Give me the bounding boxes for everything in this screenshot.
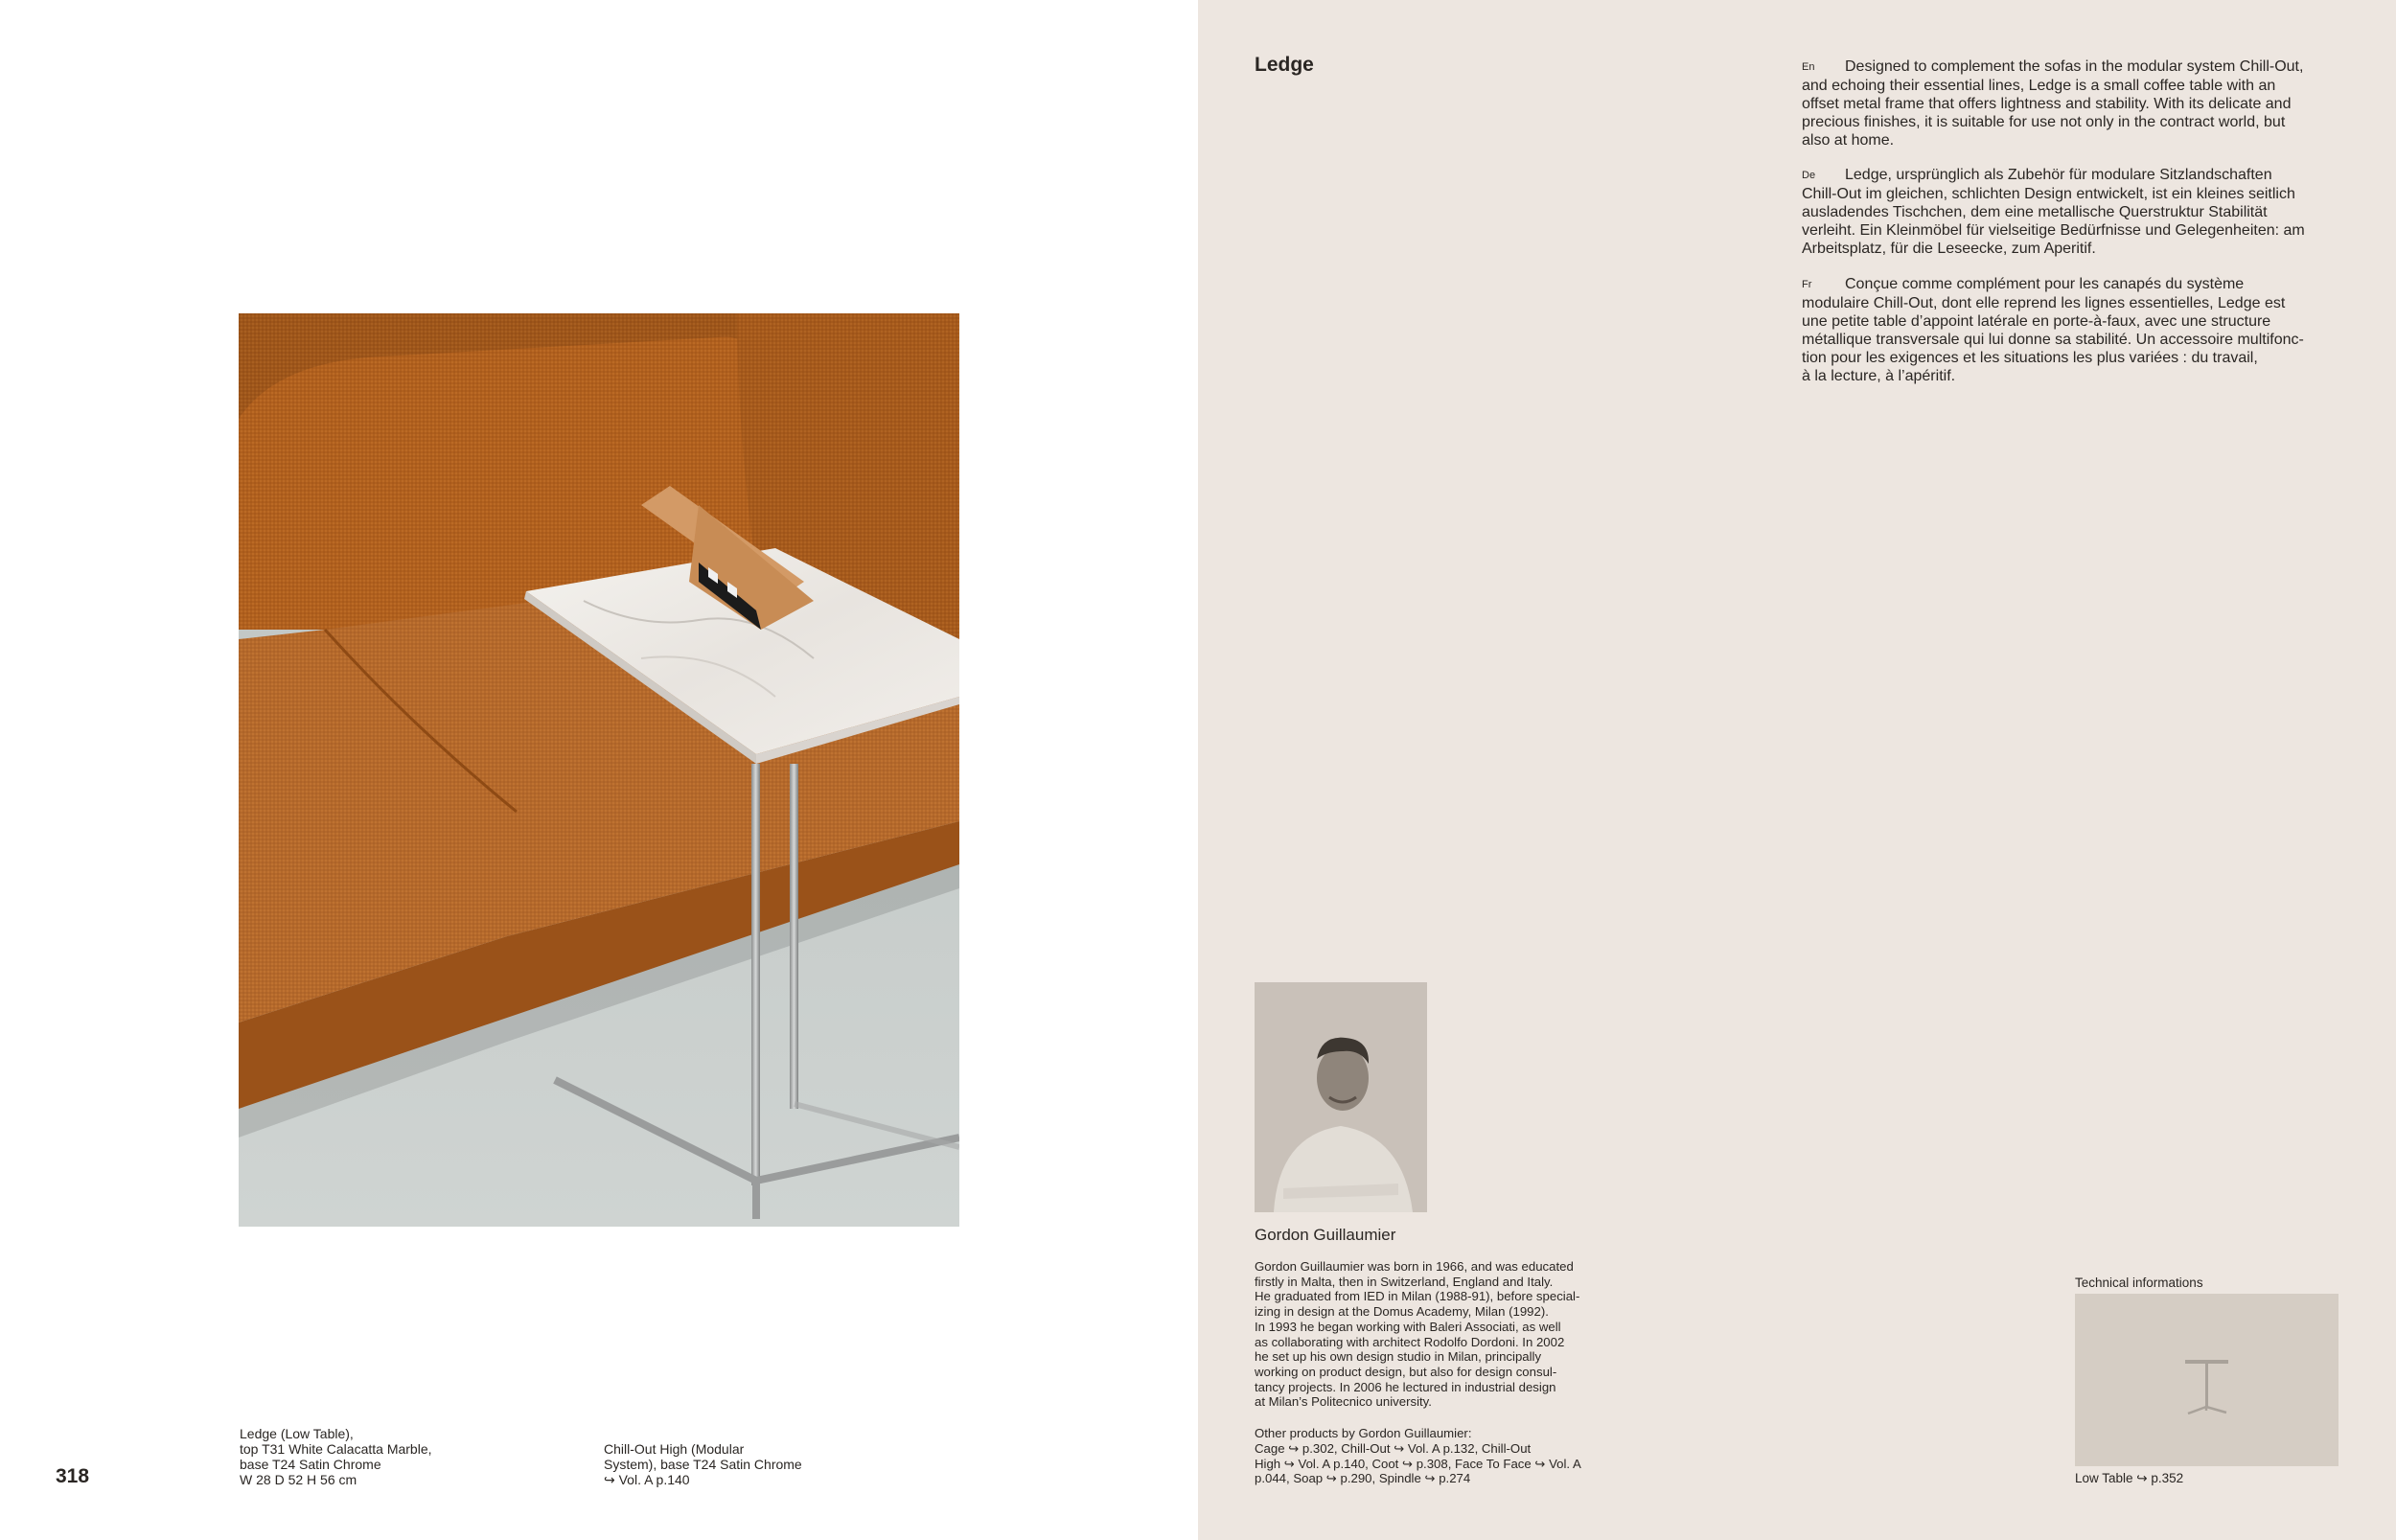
technical-label: Technical informations: [2075, 1276, 2203, 1290]
language-label: De: [1802, 170, 1816, 181]
product-title: Ledge: [1255, 54, 1314, 76]
description-fr: [1802, 275, 2343, 385]
product-photo: [239, 313, 959, 1227]
language-label: Fr: [1802, 279, 1812, 290]
language-label: En: [1802, 61, 1815, 73]
other-products-list: Cage ↪ p.302, Chill-Out ↪ Vol. A p.132, Chill-Out High ↪ Vol. A p.140, Coot ↪ p.308, Face To Face ↪ Vol. A p.044, Soap ↪ p.290, Spindle ↪ p.274: [1255, 1441, 1581, 1486]
description-text: Conçue comme complément pour les canapés du système modulaire Chill-Out, dont elle reprend les lignes essentielles, Ledge est une petite table d’appoint latérale en porte-à-faux, avec une structure métallique transversale qui lui donne sa stabilité. Un accessoire multifonc- tion pour les exigences et les situations les plus variées : du travail, à la lecture, à l’apéritif.: [1802, 276, 2304, 384]
description-de: [1802, 166, 2343, 258]
low-table-link[interactable]: Low Table ↪ p.352: [2075, 1471, 2184, 1485]
description-text: Ledge, ursprünglich als Zubehör für modulare Sitzlandschaften Chill-Out im gleichen, schlichten Design entwickelt, ist ein kleines seitlich ausladendes Tischchen, dem eine metallische Querstruktur Stabilität verleiht. Ein Kleinmöbel für vielseitige Bedürfnisse und Gelegenheiten: am Arbeitsplatz, für die Leseecke, zum Aperitif.: [1802, 167, 2305, 257]
other-products-title: Other products by Gordon Guillaumier:: [1255, 1426, 1472, 1440]
description-text: Designed to complement the sofas in the modular system Chill-Out, and echoing their essential lines, Ledge is a small coffee table with an offset metal frame that offers lightness and stability. With its delicate and precious finishes, it is suitable for use not only in the contract world, but also at home.: [1802, 58, 2304, 149]
designer-bio: Gordon Guillaumier was born in 1966, and was educated firstly in Malta, then in Switzerland, England and Italy. He graduated from IED in Milan (1988-91), before special- izing in design at the Domus Academy, Milan (1992). In 1993 he began working with Baleri Associati, as well as collaborating with architect Rodolfo Dordoni. In 2002 he set up his own design studio in Milan, principally working on product design, but also for design consul- tancy projects. In 2006 he lectured in industrial design at Milan’s Politecnico university.: [1255, 1259, 1580, 1410]
page-number: 318: [56, 1465, 90, 1487]
description-en: [1802, 57, 2343, 149]
designer-portrait: [1255, 982, 1427, 1212]
caption-chill-out: Chill-Out High (Modular System), base T24 Satin Chrome ↪ Vol. A p.140: [604, 1441, 802, 1487]
designer-name: Gordon Guillaumier: [1255, 1226, 1396, 1244]
caption-ledge: Ledge (Low Table), top T31 White Calacatta Marble, base T24 Satin Chrome W 28 D 52 H 56 cm: [240, 1426, 432, 1487]
technical-drawing: [2075, 1294, 2338, 1466]
